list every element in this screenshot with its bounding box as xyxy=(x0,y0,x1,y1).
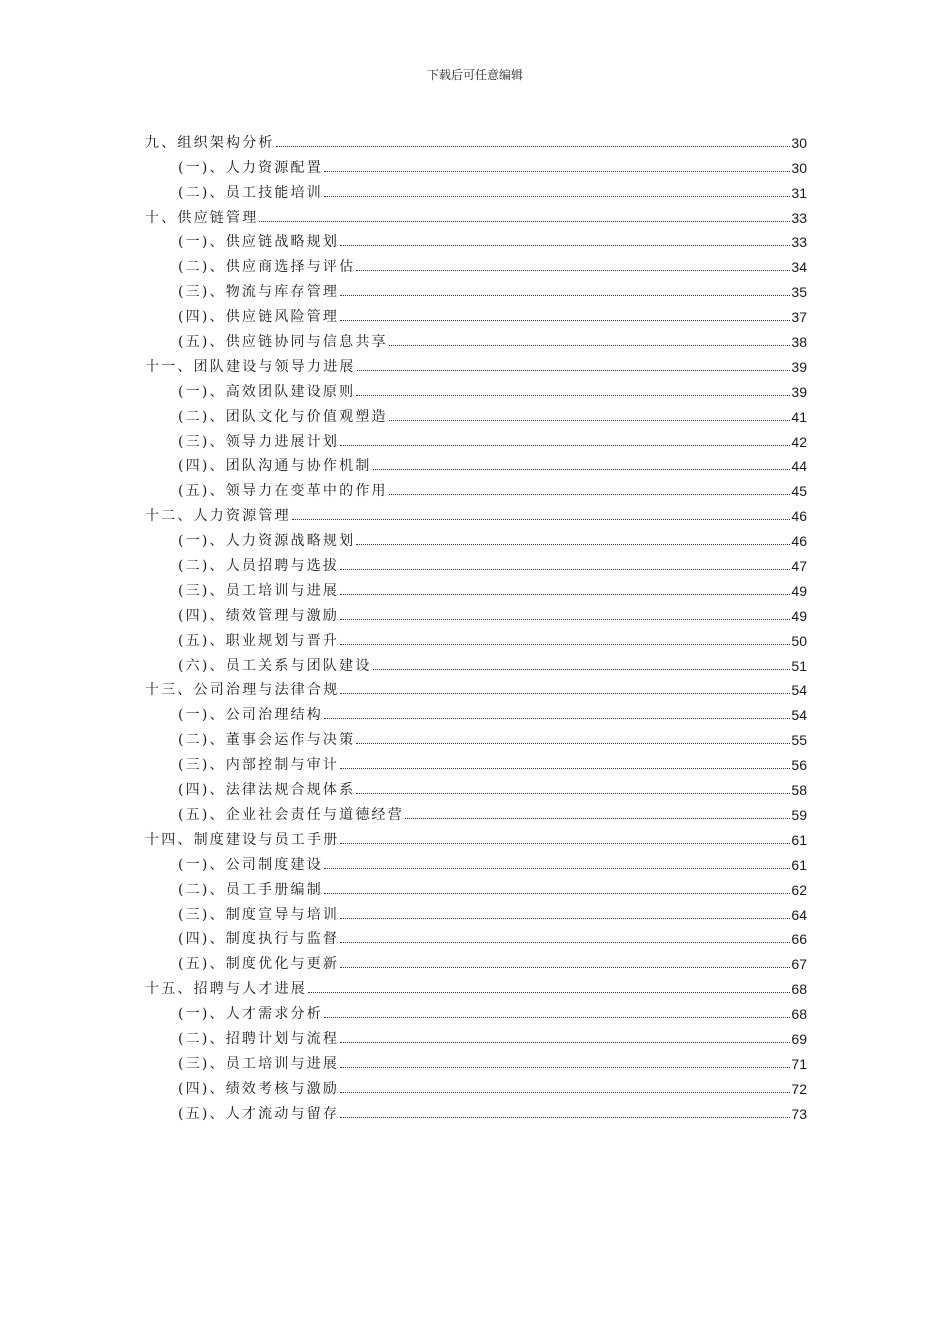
toc-entry-title: (五)、供应链协同与信息共享 xyxy=(178,334,388,351)
toc-dot-leader xyxy=(308,992,790,993)
toc-page-number: 54 xyxy=(791,707,807,724)
toc-section-entry[interactable] xyxy=(145,599,807,624)
toc-page-number: 58 xyxy=(791,782,807,799)
toc-entry-title: (一)、供应链战略规划 xyxy=(178,234,340,251)
toc-section-entry[interactable] xyxy=(145,947,807,972)
toc-section-entry[interactable] xyxy=(145,923,807,948)
toc-section-entry[interactable] xyxy=(145,649,807,674)
toc-section-entry[interactable] xyxy=(145,898,807,923)
toc-section-entry[interactable] xyxy=(145,1047,807,1072)
toc-section-entry[interactable] xyxy=(145,723,807,748)
toc-page-number: 38 xyxy=(791,334,807,351)
toc-section-entry[interactable] xyxy=(145,574,807,599)
toc-dot-leader xyxy=(356,544,790,545)
toc-dot-leader xyxy=(340,644,790,645)
toc-page-number: 39 xyxy=(791,383,807,400)
toc-page-number: 45 xyxy=(791,483,807,500)
toc-entry-title: (二)、团队文化与价值观塑造 xyxy=(178,408,388,425)
toc-chapter-entry[interactable] xyxy=(145,499,807,524)
toc-entry-title: 十一、团队建设与领导力进展 xyxy=(145,358,356,375)
toc-dot-leader xyxy=(259,221,790,222)
toc-section-entry[interactable] xyxy=(145,524,807,549)
toc-page-number: 54 xyxy=(791,682,807,699)
toc-page-number: 33 xyxy=(791,234,807,251)
toc-page-number: 71 xyxy=(791,1055,807,1072)
toc-entry-title: (二)、供应商选择与评估 xyxy=(178,259,356,276)
toc-entry-title: (三)、内部控制与审计 xyxy=(178,757,340,774)
toc-entry-title: (一)、公司制度建设 xyxy=(178,856,323,873)
toc-entry-title: (五)、职业规划与晋升 xyxy=(178,632,340,649)
toc-section-entry[interactable] xyxy=(145,1022,807,1047)
toc-entry-title: (一)、高效团队建设原则 xyxy=(178,383,356,400)
toc-entry-title: 十四、制度建设与员工手册 xyxy=(145,831,340,848)
toc-section-entry[interactable] xyxy=(145,275,807,300)
toc-entry-title: (六)、员工关系与团队建设 xyxy=(178,657,372,674)
toc-page-number: 39 xyxy=(791,358,807,375)
toc-dot-leader xyxy=(340,320,790,321)
toc-dot-leader xyxy=(324,1017,790,1018)
toc-page-number: 33 xyxy=(791,209,807,226)
toc-chapter-entry[interactable] xyxy=(145,350,807,375)
toc-dot-leader xyxy=(340,768,790,769)
toc-entry-title: (三)、物流与库存管理 xyxy=(178,284,340,301)
toc-chapter-entry[interactable] xyxy=(145,126,807,151)
toc-page-number: 34 xyxy=(791,259,807,276)
toc-dot-leader xyxy=(373,669,791,670)
toc-entry-title: (四)、供应链风险管理 xyxy=(178,309,340,326)
toc-section-entry[interactable] xyxy=(145,997,807,1022)
toc-section-entry[interactable] xyxy=(145,549,807,574)
toc-entry-title: (二)、人员招聘与选拔 xyxy=(178,558,340,575)
toc-section-entry[interactable] xyxy=(145,698,807,723)
toc-dot-leader xyxy=(389,420,791,421)
toc-entry-title: (四)、绩效管理与激励 xyxy=(178,607,340,624)
toc-section-entry[interactable] xyxy=(145,873,807,898)
toc-page-number: 30 xyxy=(791,134,807,151)
toc-dot-leader xyxy=(340,594,790,595)
toc-page-number: 47 xyxy=(791,558,807,575)
toc-page-number: 49 xyxy=(791,582,807,599)
toc-page-number: 72 xyxy=(791,1080,807,1097)
toc-dot-leader xyxy=(356,270,790,271)
toc-section-entry[interactable] xyxy=(145,748,807,773)
toc-section-entry[interactable] xyxy=(145,400,807,425)
toc-section-entry[interactable] xyxy=(145,226,807,251)
toc-section-entry[interactable] xyxy=(145,151,807,176)
toc-dot-leader xyxy=(276,146,791,147)
toc-dot-leader xyxy=(324,718,790,719)
toc-section-entry[interactable] xyxy=(145,848,807,873)
toc-entry-title: (一)、人力资源配置 xyxy=(178,159,323,176)
toc-dot-leader xyxy=(405,818,790,819)
toc-dot-leader xyxy=(340,1042,790,1043)
toc-chapter-entry[interactable] xyxy=(145,201,807,226)
toc-entry-title: (三)、员工培训与进展 xyxy=(178,1055,340,1072)
toc-section-entry[interactable] xyxy=(145,300,807,325)
toc-page-number: 61 xyxy=(791,831,807,848)
toc-dot-leader xyxy=(340,569,790,570)
toc-page-number: 37 xyxy=(791,309,807,326)
toc-page-number: 50 xyxy=(791,632,807,649)
toc-section-entry[interactable] xyxy=(145,250,807,275)
toc-dot-leader xyxy=(389,494,791,495)
toc-dot-leader xyxy=(356,395,790,396)
toc-dot-leader xyxy=(292,519,791,520)
toc-dot-leader xyxy=(373,469,791,470)
toc-page-number: 31 xyxy=(791,184,807,201)
toc-page-number: 42 xyxy=(791,433,807,450)
toc-page-number: 30 xyxy=(791,159,807,176)
toc-entry-title: (五)、人才流动与留存 xyxy=(178,1105,340,1122)
toc-page-number: 68 xyxy=(791,1006,807,1023)
toc-dot-leader xyxy=(340,295,790,296)
toc-chapter-entry[interactable] xyxy=(145,823,807,848)
toc-entry-title: 十二、人力资源管理 xyxy=(145,508,291,525)
toc-entry-title: 十三、公司治理与法律合规 xyxy=(145,682,340,699)
toc-page-number: 69 xyxy=(791,1030,807,1047)
toc-dot-leader xyxy=(340,1067,790,1068)
toc-section-entry[interactable] xyxy=(145,474,807,499)
toc-dot-leader xyxy=(340,1117,790,1118)
toc-entry-title: (五)、领导力在变革中的作用 xyxy=(178,483,388,500)
toc-dot-leader xyxy=(389,345,791,346)
toc-entry-title: (五)、企业社会责任与道德经营 xyxy=(178,806,404,823)
toc-entry-title: (四)、团队沟通与协作机制 xyxy=(178,458,372,475)
toc-page-number: 62 xyxy=(791,881,807,898)
page-header: 下载后可任意编辑 xyxy=(426,68,523,82)
toc-page-number: 59 xyxy=(791,806,807,823)
toc-page-number: 67 xyxy=(791,956,807,973)
toc-section-entry[interactable] xyxy=(145,176,807,201)
toc-entry-title: (三)、员工培训与进展 xyxy=(178,582,340,599)
toc-section-entry[interactable] xyxy=(145,425,807,450)
toc-dot-leader xyxy=(324,868,790,869)
toc-dot-leader xyxy=(340,619,790,620)
toc-page-number: 68 xyxy=(791,981,807,998)
toc-chapter-entry[interactable] xyxy=(145,972,807,997)
toc-page-number: 64 xyxy=(791,906,807,923)
toc-dot-leader xyxy=(340,942,790,943)
toc-entry-title: (二)、招聘计划与流程 xyxy=(178,1030,340,1047)
toc-dot-leader xyxy=(340,967,790,968)
toc-dot-leader xyxy=(340,445,790,446)
toc-entry-title: (一)、人力资源战略规划 xyxy=(178,533,356,550)
toc-page-number: 41 xyxy=(791,408,807,425)
toc-entry-title: (一)、人才需求分析 xyxy=(178,1006,323,1023)
toc-dot-leader xyxy=(356,793,790,794)
toc-section-entry[interactable] xyxy=(145,450,807,475)
toc-entry-title: (一)、公司治理结构 xyxy=(178,707,323,724)
toc-dot-leader xyxy=(324,171,790,172)
table-of-contents xyxy=(145,126,807,1122)
toc-dot-leader xyxy=(340,693,790,694)
toc-entry-title: (三)、制度宣导与培训 xyxy=(178,906,340,923)
toc-dot-leader xyxy=(356,743,790,744)
toc-section-entry[interactable] xyxy=(145,624,807,649)
toc-dot-leader xyxy=(340,1092,790,1093)
toc-page-number: 46 xyxy=(791,508,807,525)
toc-dot-leader xyxy=(340,245,790,246)
toc-entry-title: (四)、法律法规合规体系 xyxy=(178,782,356,799)
toc-entry-title: (五)、制度优化与更新 xyxy=(178,956,340,973)
toc-page-number: 66 xyxy=(791,931,807,948)
toc-page-number: 44 xyxy=(791,458,807,475)
toc-page-number: 73 xyxy=(791,1105,807,1122)
toc-section-entry[interactable] xyxy=(145,798,807,823)
toc-page-number: 49 xyxy=(791,607,807,624)
toc-entry-title: (二)、员工技能培训 xyxy=(178,184,323,201)
toc-entry-title: (四)、绩效考核与激励 xyxy=(178,1080,340,1097)
toc-entry-title: (二)、董事会运作与决策 xyxy=(178,732,356,749)
toc-page-number: 55 xyxy=(791,732,807,749)
toc-dot-leader xyxy=(340,918,790,919)
toc-entry-title: 十、供应链管理 xyxy=(145,209,259,226)
toc-dot-leader xyxy=(324,893,790,894)
toc-dot-leader xyxy=(357,370,791,371)
toc-page-number: 51 xyxy=(791,657,807,674)
toc-dot-leader xyxy=(324,196,790,197)
toc-entry-title: (二)、员工手册编制 xyxy=(178,881,323,898)
toc-section-entry[interactable] xyxy=(145,325,807,350)
toc-entry-title: 九、组织架构分析 xyxy=(145,134,275,151)
toc-entry-title: (四)、制度执行与监督 xyxy=(178,931,340,948)
toc-dot-leader xyxy=(340,843,790,844)
toc-page-number: 35 xyxy=(791,284,807,301)
toc-section-entry[interactable] xyxy=(145,1097,807,1122)
toc-entry-title: 十五、招聘与人才进展 xyxy=(145,981,307,998)
toc-section-entry[interactable] xyxy=(145,773,807,798)
toc-section-entry[interactable] xyxy=(145,1072,807,1097)
toc-section-entry[interactable] xyxy=(145,375,807,400)
toc-entry-title: (三)、领导力进展计划 xyxy=(178,433,340,450)
toc-page-number: 56 xyxy=(791,757,807,774)
toc-page-number: 46 xyxy=(791,533,807,550)
toc-chapter-entry[interactable] xyxy=(145,674,807,699)
toc-page-number: 61 xyxy=(791,856,807,873)
